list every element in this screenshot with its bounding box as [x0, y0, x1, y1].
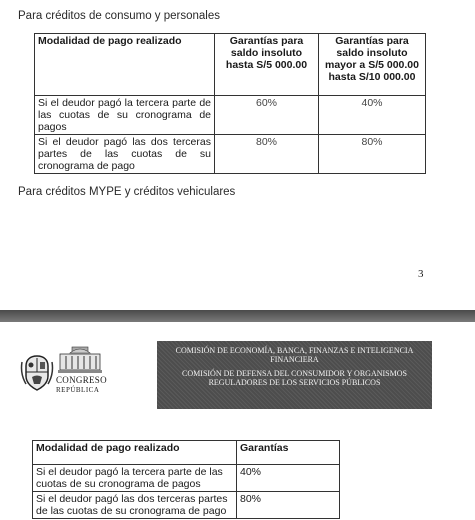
cell-garantia: 80%: [237, 492, 340, 519]
congress-subtitle: REPÚBLICA: [56, 386, 100, 394]
table-header-row: [33, 441, 340, 465]
cell-modalidad: Si el deudor pagó las dos terceras partes de las cuotas de su cronograma de pago: [33, 492, 237, 519]
cell-modalidad: Si el deudor pagó la tercera parte de las cuotas de su cronograma de pagos: [33, 465, 237, 492]
header-garantias: Garantías: [237, 441, 340, 465]
congress-building-icon: [56, 344, 104, 374]
congress-title: CONGRESO: [56, 375, 107, 385]
table-header-row: [35, 34, 426, 96]
cell-hasta-5000: 60%: [215, 96, 319, 135]
table-row: [35, 135, 426, 174]
header-hasta-5000: Garantías para saldo insoluto hasta S/5 000.00: [215, 34, 319, 96]
cell-modalidad: Si el deudor pagó las dos terceras partes de las cuotas de su cronograma de pago: [35, 135, 215, 174]
guarantee-table-mype: [32, 440, 340, 519]
cell-garantia: 40%: [237, 465, 340, 492]
banner-line-defensa: COMISIÓN DE DEFENSA DEL CONSUMIDOR Y ORGANISMOS REGULADORES DE LOS SERVICIOS PÚBLICOS: [182, 369, 407, 387]
cell-hasta-5000: 80%: [215, 135, 319, 174]
caption-mype: Para créditos MYPE y créditos vehiculares: [18, 186, 236, 198]
header-mayor-5000: Garantías para saldo insoluto mayor a S/5 000.00 hasta S/10 000.00: [319, 34, 426, 96]
page-number: 3: [418, 268, 424, 280]
guarantee-table-consumo: [34, 33, 426, 174]
cell-mayor-5000: 40%: [319, 96, 426, 135]
banner-line-economia: COMISIÓN DE ECONOMÍA, BANCA, FINANZAS E INTELIGENCIA FINANCIERA: [175, 346, 414, 364]
table-row: [35, 96, 426, 135]
header-modalidad: Modalidad de pago realizado: [33, 441, 237, 465]
header-modalidad: Modalidad de pago realizado: [35, 34, 215, 96]
cell-mayor-5000: 80%: [319, 135, 426, 174]
cell-modalidad: Si el deudor pagó la tercera parte de las cuotas de su cronograma de pagos: [35, 96, 215, 135]
commission-banner: [157, 341, 432, 409]
document-page-bottom: [0, 322, 475, 520]
peru-coat-of-arms-icon: [20, 352, 54, 392]
page-separator: [0, 310, 475, 322]
caption-consumo: Para créditos de consumo y personales: [18, 10, 220, 22]
table-row: [33, 492, 340, 519]
table-row: [33, 465, 340, 492]
